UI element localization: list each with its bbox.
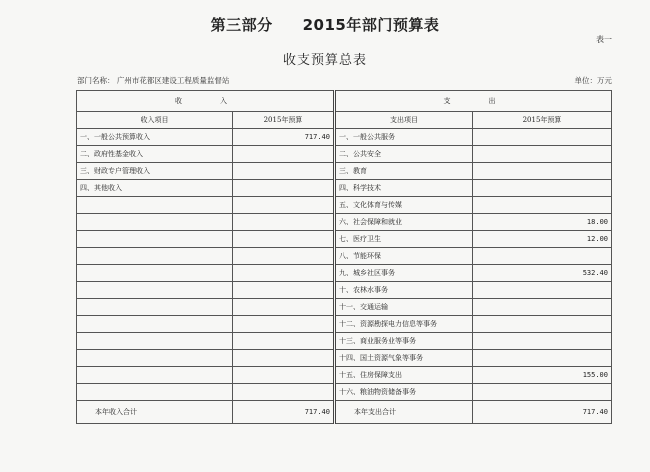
income-value-cell xyxy=(233,163,335,180)
income-item-cell: 二、政府性基金收入 xyxy=(77,146,233,163)
income-value-cell xyxy=(233,248,335,265)
expense-value-cell: 18.00 xyxy=(473,214,612,231)
income-item-cell xyxy=(77,265,233,282)
income-budget-header: 2015年预算 xyxy=(233,112,335,129)
column-header-row xyxy=(77,112,612,129)
table-row xyxy=(77,163,612,180)
income-item-cell xyxy=(77,231,233,248)
expense-item-cell: 十二、资源勘探电力信息等事务 xyxy=(335,316,473,333)
expense-value-cell xyxy=(473,129,612,146)
expense-item-cell: 十三、商业服务业等事务 xyxy=(335,333,473,350)
unit-label: 单位：万元 xyxy=(574,76,612,85)
income-total-value: 717.40 xyxy=(233,401,335,424)
expense-header: 支 出 xyxy=(335,91,612,112)
expense-item-cell: 五、文化体育与传媒 xyxy=(335,197,473,214)
table-row xyxy=(77,146,612,163)
income-value-cell xyxy=(233,231,335,248)
table-row xyxy=(77,316,612,333)
table-header-row xyxy=(77,91,612,112)
expense-item-header: 支出项目 xyxy=(335,112,473,129)
part-label: 第三部分 xyxy=(210,16,273,34)
totals-row xyxy=(77,401,612,424)
expense-value-cell xyxy=(473,333,612,350)
table-row xyxy=(77,197,612,214)
expense-value-cell xyxy=(473,146,612,163)
income-total-label: 本年收入合计 xyxy=(77,401,233,424)
table-row xyxy=(77,333,612,350)
expense-item-cell: 九、城乡社区事务 xyxy=(335,265,473,282)
income-value-cell xyxy=(233,350,335,367)
income-item-cell: 三、财政专户管理收入 xyxy=(77,163,233,180)
expense-item-cell: 十、农林水事务 xyxy=(335,282,473,299)
department-name: 广州市花都区建设工程质量监督站 xyxy=(116,76,230,85)
income-value-cell xyxy=(233,197,335,214)
expense-item-cell: 七、医疗卫生 xyxy=(335,231,473,248)
income-value-cell xyxy=(233,214,335,231)
page-title xyxy=(0,14,650,35)
income-value-cell xyxy=(233,180,335,197)
income-item-cell xyxy=(77,248,233,265)
income-item-cell xyxy=(77,350,233,367)
income-value-cell xyxy=(233,265,335,282)
expense-value-cell xyxy=(473,350,612,367)
expense-budget-header: 2015年预算 xyxy=(473,112,612,129)
expense-value-cell xyxy=(473,180,612,197)
expense-item-cell: 十一、交通运输 xyxy=(335,299,473,316)
budget-table xyxy=(76,90,612,424)
table-row xyxy=(77,214,612,231)
department-line xyxy=(77,75,229,86)
expense-value-cell: 155.00 xyxy=(473,367,612,384)
income-value-cell: 717.40 xyxy=(233,129,335,146)
expense-item-cell: 八、节能环保 xyxy=(335,248,473,265)
expense-value-cell xyxy=(473,384,612,401)
table-row xyxy=(77,231,612,248)
expense-item-cell: 三、教育 xyxy=(335,163,473,180)
expense-item-cell: 十五、住房保障支出 xyxy=(335,367,473,384)
income-value-cell xyxy=(233,333,335,350)
table-row xyxy=(77,129,612,146)
table-row xyxy=(77,299,612,316)
income-value-cell xyxy=(233,282,335,299)
expense-total-value: 717.40 xyxy=(473,401,612,424)
expense-item-cell: 六、社会保障和就业 xyxy=(335,214,473,231)
expense-value-cell: 532.40 xyxy=(473,265,612,282)
expense-value-cell xyxy=(473,197,612,214)
income-item-cell xyxy=(77,299,233,316)
table-id: 表一 xyxy=(596,35,612,44)
income-header: 收 入 xyxy=(77,91,335,112)
income-item-cell xyxy=(77,367,233,384)
income-value-cell xyxy=(233,316,335,333)
expense-total-label: 本年支出合计 xyxy=(335,401,473,424)
table-row xyxy=(77,350,612,367)
table-row xyxy=(77,180,612,197)
expense-value-cell xyxy=(473,299,612,316)
income-item-cell: 一、一般公共预算收入 xyxy=(77,129,233,146)
table-row xyxy=(77,265,612,282)
income-value-cell xyxy=(233,299,335,316)
report-title: 2015年部门预算表 xyxy=(302,16,440,34)
income-value-cell xyxy=(233,367,335,384)
income-item-cell xyxy=(77,197,233,214)
income-item-cell xyxy=(77,333,233,350)
income-item-cell xyxy=(77,316,233,333)
expense-item-cell: 十六、粮油物资储备事务 xyxy=(335,384,473,401)
expense-value-cell: 12.00 xyxy=(473,231,612,248)
expense-item-cell: 十四、国土资源气象等事务 xyxy=(335,350,473,367)
income-value-cell xyxy=(233,384,335,401)
income-item-cell xyxy=(77,384,233,401)
expense-value-cell xyxy=(473,248,612,265)
income-item-header: 收入项目 xyxy=(77,112,233,129)
income-value-cell xyxy=(233,146,335,163)
income-item-cell xyxy=(77,282,233,299)
expense-item-cell: 二、公共安全 xyxy=(335,146,473,163)
expense-value-cell xyxy=(473,316,612,333)
expense-value-cell xyxy=(473,282,612,299)
table-subtitle: 收支预算总表 xyxy=(282,53,367,68)
table-row xyxy=(77,384,612,401)
income-item-cell: 四、其他收入 xyxy=(77,180,233,197)
table-row xyxy=(77,248,612,265)
department-label: 部门名称： xyxy=(77,76,115,85)
table-row xyxy=(77,282,612,299)
income-item-cell xyxy=(77,214,233,231)
table-row xyxy=(77,367,612,384)
expense-value-cell xyxy=(473,163,612,180)
expense-item-cell: 一、一般公共服务 xyxy=(335,129,473,146)
expense-item-cell: 四、科学技术 xyxy=(335,180,473,197)
